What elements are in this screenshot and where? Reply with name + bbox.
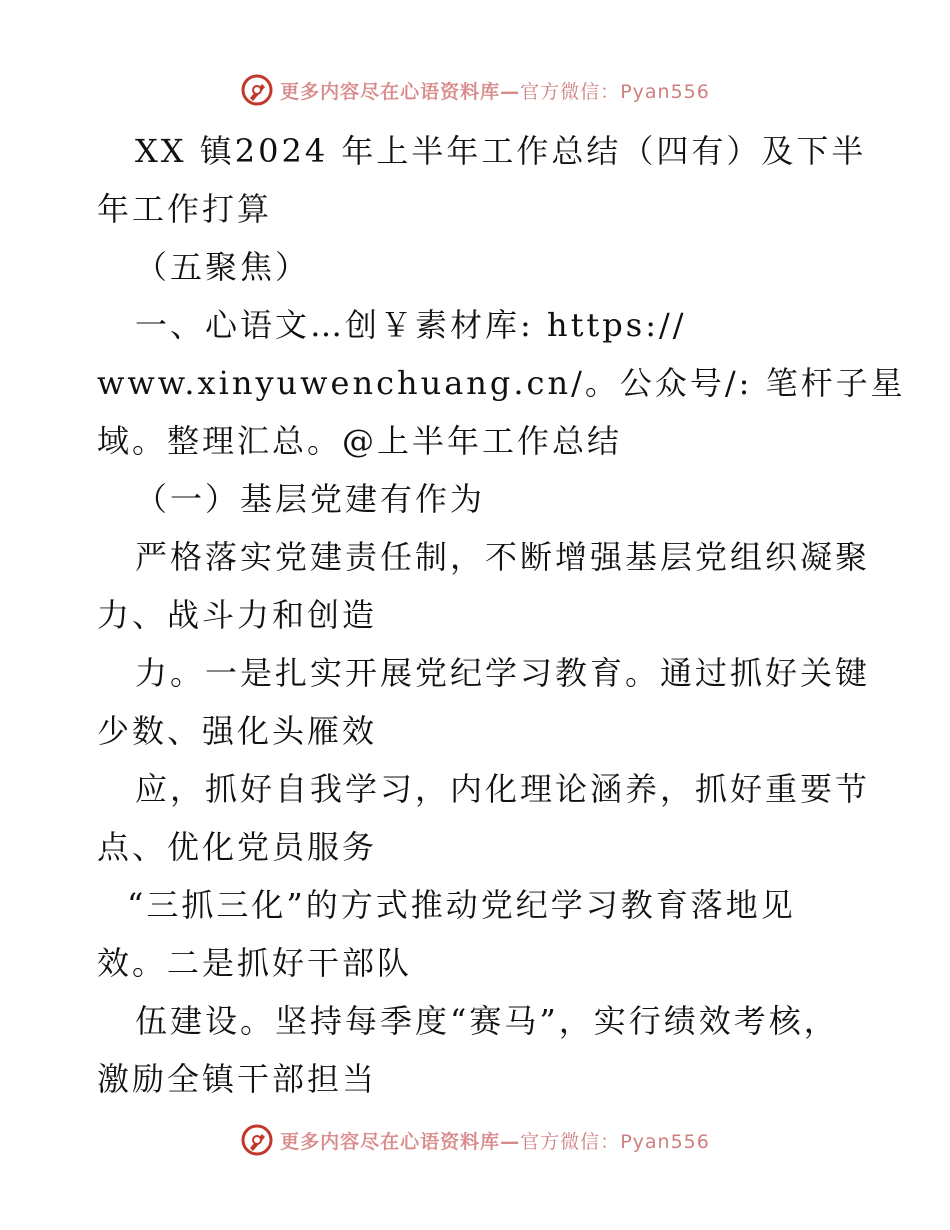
header-watermark-banner	[0, 70, 950, 110]
paragraph-line: 力、战斗力和创造	[97, 596, 378, 634]
paragraph-line: 应，抓好自我学习，内化理论涵养，抓好重要节	[135, 770, 871, 808]
section-heading-line-3: 域。整理汇总。@上半年工作总结	[97, 422, 623, 460]
watermark-brand: 更多内容尽在心语资料库	[280, 80, 501, 103]
watermark-wechat-label: 官方微信：	[520, 1130, 621, 1153]
doc-title-line-2: 年工作打算	[97, 190, 273, 228]
pen-logo-icon	[240, 73, 274, 107]
watermark-text	[280, 77, 710, 104]
doc-subtitle: （五聚焦）	[135, 248, 311, 286]
paragraph-line: 少数、强化头雁效	[97, 712, 378, 750]
paragraph-line: 点、优化党员服务	[97, 828, 378, 866]
paragraph-line: 力。一是扎实开展党纪学习教育。通过抓好关键	[135, 654, 871, 692]
watermark-dash: —	[500, 1130, 521, 1153]
section-heading-line-1: 一、心语文…创￥素材库: https://	[135, 306, 687, 344]
watermark-brand: 更多内容尽在心语资料库	[280, 1130, 501, 1153]
paragraph-line: 严格落实党建责任制，不断增强基层党组织凝聚	[135, 538, 871, 576]
watermark-wechat-id: Pyan556	[620, 80, 710, 103]
paragraph-line: 伍建设。坚持每季度“赛马”，实行绩效考核，	[135, 1002, 839, 1040]
pen-logo-icon	[240, 1123, 274, 1157]
doc-title-line-1: XX 镇2024 年上半年工作总结（四有）及下半	[135, 132, 867, 170]
watermark-text	[280, 1127, 710, 1154]
paragraph-line: “三抓三化”的方式推动党纪学习教育落地见	[127, 886, 796, 924]
watermark-dash: —	[500, 80, 521, 103]
footer-watermark-banner	[0, 1120, 950, 1160]
subsection-heading: （一）基层党建有作为	[135, 480, 486, 518]
watermark-wechat-label: 官方微信：	[520, 80, 621, 103]
paragraph-line: 激励全镇干部担当	[97, 1060, 378, 1098]
watermark-wechat-id: Pyan556	[620, 1130, 710, 1153]
document-body	[97, 122, 906, 1108]
section-heading-line-2: www.xinyuwenchuang.cn/。公众号/: 笔杆子星	[97, 364, 906, 402]
paragraph-line: 效。二是抓好干部队	[97, 944, 413, 982]
